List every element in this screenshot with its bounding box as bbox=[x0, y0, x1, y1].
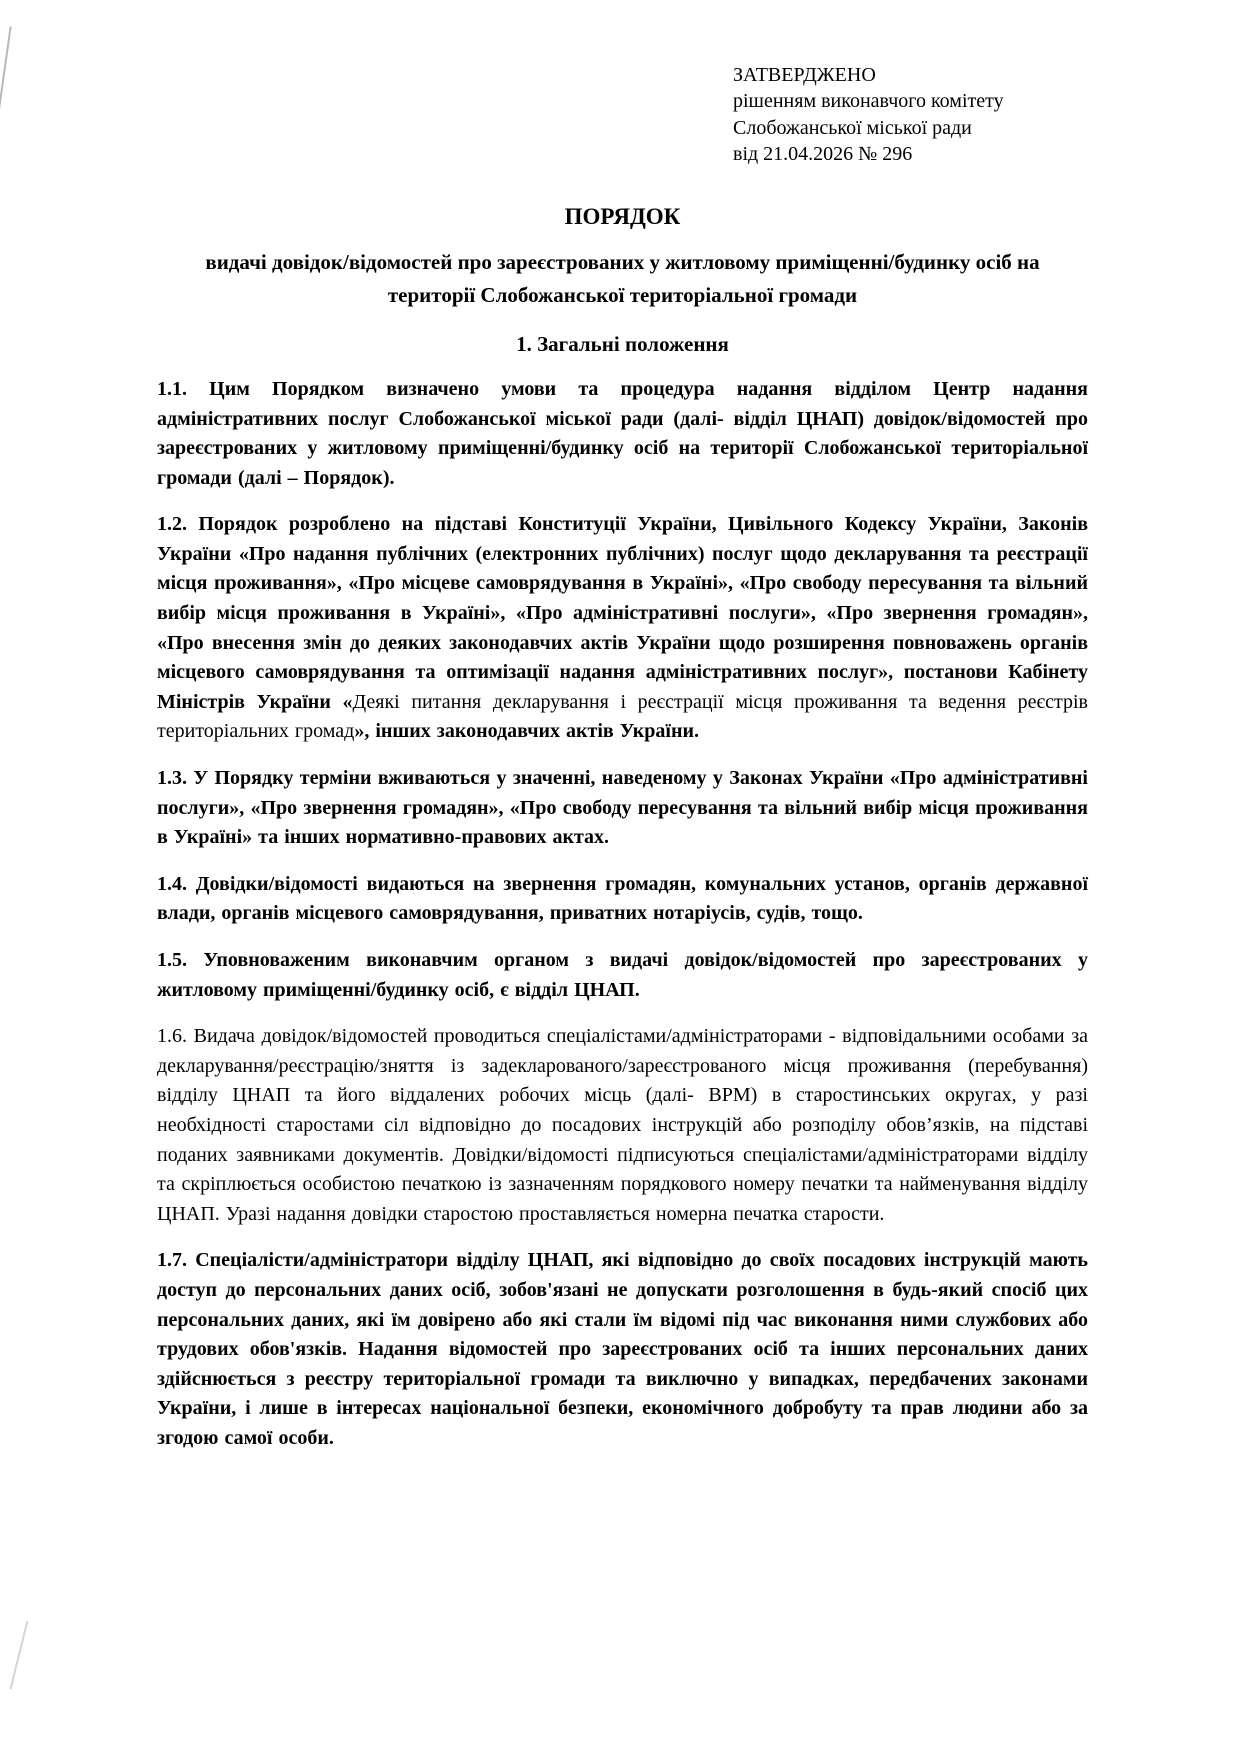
approval-line: від 21.04.2026 № 296 bbox=[733, 143, 913, 166]
approval-block bbox=[733, 62, 1088, 168]
paragraph-run: 1.3. У Порядку терміни вживаються у значенні, наведеному у Законах України «Про адміністративні послуги», «Про звернення громадян», «Про свободу пересування та вільний вибір місця проживання в Україні» та інших нормативно-правових актах. bbox=[157, 767, 1088, 849]
section-heading: 1. Загальні положення bbox=[516, 331, 729, 356]
paragraph-run: 1.7. Спеціалісти/адміністратори відділу ЦНАП, які відповідно до своїх посадових інструкцій мають доступ до персональних даних осіб, зобов'язані не допускати розголошення в будь-який спосіб цих персональних даних, які їм довірено або які стали їм відомі під час виконання ними службових або трудових обов'язків. Надання відомостей про зареєстрованих осіб та інших персональних даних здійснюється з реєстру територіальної громади та виключно у випадках, передбачених законами України, і лише в інтересах національної безпеки, економічного добробуту та прав людини або за згодою самої особи. bbox=[157, 1249, 1088, 1449]
paragraph bbox=[157, 946, 1088, 1005]
scan-artifact-top-left bbox=[0, 26, 12, 135]
paragraph bbox=[157, 764, 1088, 853]
paragraph-run: 1.6. Видача довідок/відомостей проводиться спеціалістами/адміністраторами - відповідальними особами за декларування/реєстрацію/зняття із задекларованого/зареєстрованого місця проживання (перебування) відділу ЦНАП та його віддалених робочих місць (далі- ВРМ) в старостинських округах, у разі необхідності старостами сіл відповідно до посадових інструкцій або розподілу обов’язків, на підставі поданих заявниками документів. Довідки/відомості підписуються спеціалістами/адміністраторами відділу та скріплюється особистою печаткою із зазначенням порядкового номеру печатки та найменування відділу ЦНАП. Уразі надання довідки старостою проставляється номерна печатка старости. bbox=[157, 1025, 1088, 1225]
paragraph bbox=[157, 1246, 1088, 1453]
paragraph-run: 1.5. Уповноваженим виконавчим органом з видачі довідок/відомостей про зареєстрованих у житловому приміщенні/будинку осіб, є відділ ЦНАП. bbox=[157, 949, 1088, 1001]
paragraph-run: », інших законодавчих актів України. bbox=[354, 720, 699, 743]
paragraph bbox=[157, 375, 1088, 493]
paragraph-run: 1.2. Порядок розроблено на підставі Конституції України, Цивільного Кодексу України, Законів України «Про надання публічних (електронних публічних) послуг щодо декларування та реєстрації місця проживання», «Про місцеве самоврядування в Україні», «Про свободу пересування та вільний вибір місця проживання в Україні», «Про адміністративні послуги», «Про звернення громадян», «Про внесення змін до деяких законодавчих актів України щодо розширення повноважень органів місцевого самоврядування та оптимізації надання адміністративних послуг», постанови Кабінету Міністрів України « bbox=[157, 513, 1088, 713]
paragraph-run: 1.1. Цим Порядком визначено умови та процедура надання відділом Центр надання адміністративних послуг Слобожанської міської ради (далі- відділ ЦНАП) довідок/відомостей про зареєстрованих у житловому приміщенні/будинку осіб на території Слобожанської територіальної громади (далі – Порядок). bbox=[157, 377, 1088, 489]
paragraphs-container bbox=[157, 375, 1088, 1454]
scan-artifact-bottom-left bbox=[10, 1621, 29, 1689]
paragraph bbox=[157, 510, 1088, 747]
document-subtitle: видачі довідок/відомостей про зареєстрованих у житловому приміщенні/будинку осіб на території Слобожанської територіальної громади bbox=[205, 249, 1040, 307]
approval-line: ЗАТВЕРДЖЕНО bbox=[733, 64, 876, 86]
document-title: ПОРЯДОК bbox=[564, 203, 681, 229]
paragraph-run: 1.4. Довідки/відомості видаються на звернення громадян, комунальних установ, органів державної влади, органів місцевого самоврядування, приватних нотаріусів, судів, тощо. bbox=[157, 872, 1088, 925]
paragraph bbox=[157, 870, 1088, 929]
paragraph bbox=[157, 1022, 1088, 1229]
paragraph-run: Деякі питання декларування і реєстрації місця проживання та ведення реєстрів територіальних громад bbox=[157, 690, 1088, 743]
approval-line: рішенням виконавчого комітету bbox=[733, 90, 1004, 113]
approval-line: Слобожанської міської ради bbox=[733, 116, 972, 139]
